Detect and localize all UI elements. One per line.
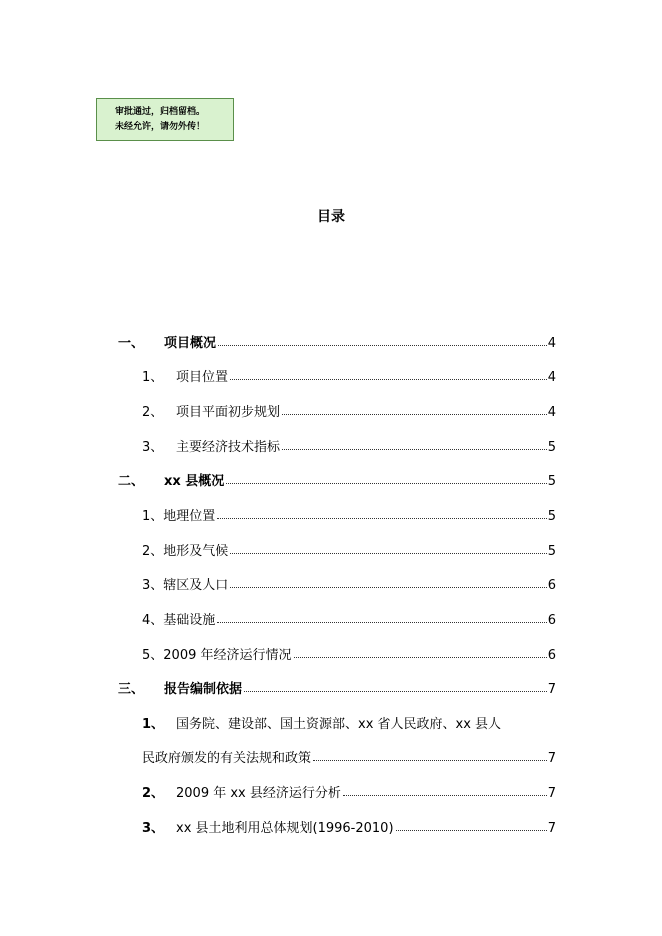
toc-leader xyxy=(226,483,546,484)
toc-number: 5、 xyxy=(142,648,164,663)
toc-number: 2、 xyxy=(142,405,164,420)
toc-entry[interactable] xyxy=(142,502,556,524)
toc-leader xyxy=(294,657,547,658)
toc-text: 地理位置 xyxy=(163,509,216,524)
toc-text: 辖区及人口 xyxy=(163,578,229,593)
toc-number: 3、 xyxy=(142,821,165,836)
toc-number: 二、 xyxy=(118,474,145,489)
toc-page: 4 xyxy=(547,370,556,385)
toc-number: 3、 xyxy=(142,440,164,455)
toc-text: 国务院、建设部、国土资源部、xx 省人民政府、xx 县人 xyxy=(176,717,502,732)
toc-number: 1、 xyxy=(142,509,164,524)
toc-entry[interactable] xyxy=(142,433,556,455)
toc-entry[interactable] xyxy=(142,814,556,836)
toc-page: 5 xyxy=(547,544,556,559)
toc-text: 项目概况 xyxy=(164,336,217,351)
toc-entry[interactable] xyxy=(118,329,556,351)
toc-leader xyxy=(230,553,546,554)
toc-entry[interactable] xyxy=(118,467,556,489)
toc-number: 1、 xyxy=(142,370,164,385)
toc-number: 2、 xyxy=(142,786,165,801)
toc-number: 三、 xyxy=(118,682,145,697)
toc-page: 6 xyxy=(547,648,556,663)
toc-entry[interactable] xyxy=(142,779,556,801)
toc-text: 基础设施 xyxy=(163,613,216,628)
toc-page: 5 xyxy=(547,474,556,489)
page-title: 目录 xyxy=(317,209,345,225)
toc-number: 一、 xyxy=(118,336,145,351)
toc-text: xx 县概况 xyxy=(164,474,225,489)
toc-text: 项目位置 xyxy=(176,370,229,385)
toc-page: 4 xyxy=(547,405,556,420)
toc-number: 1、 xyxy=(142,717,165,732)
toc-leader xyxy=(217,518,546,519)
toc-leader xyxy=(313,760,547,761)
toc-entry-continued[interactable] xyxy=(142,744,556,766)
toc-leader xyxy=(230,587,546,588)
toc-entry[interactable] xyxy=(142,363,556,385)
toc-page: 5 xyxy=(547,509,556,524)
toc-page: 4 xyxy=(547,336,556,351)
toc-entry[interactable] xyxy=(118,675,556,697)
toc-entry[interactable] xyxy=(142,398,556,420)
toc-number: 3、 xyxy=(142,578,164,593)
toc-text: 民政府颁发的有关法规和政策 xyxy=(142,751,312,766)
toc-leader xyxy=(396,830,547,831)
toc-entry[interactable] xyxy=(142,571,556,593)
toc-text: 2009 年经济运行情况 xyxy=(163,648,292,663)
notice-line-1: 审批通过，归档留档。 xyxy=(115,107,206,117)
toc-text: 项目平面初步规划 xyxy=(176,405,281,420)
toc-text: 地形及气候 xyxy=(163,544,229,559)
toc-text: 主要经济技术指标 xyxy=(176,440,281,455)
toc-page: 6 xyxy=(547,613,556,628)
toc-page: 5 xyxy=(547,440,556,455)
toc-leader xyxy=(343,795,547,796)
toc-number: 2、 xyxy=(142,544,164,559)
toc-page: 7 xyxy=(547,786,556,801)
toc-text: xx 县土地利用总体规划(1996-2010) xyxy=(176,821,394,836)
toc-leader xyxy=(244,691,547,692)
toc-page: 6 xyxy=(547,578,556,593)
toc-entry[interactable] xyxy=(142,537,556,559)
toc-text: 2009 年 xx 县经济运行分析 xyxy=(176,786,341,801)
toc-text: 报告编制依据 xyxy=(164,682,243,697)
toc-leader xyxy=(282,414,547,415)
toc-leader xyxy=(218,345,547,346)
toc-entry[interactable] xyxy=(142,641,556,663)
toc-page: 7 xyxy=(547,821,556,836)
toc-entry[interactable] xyxy=(142,710,556,732)
toc-leader xyxy=(217,622,546,623)
toc-page: 7 xyxy=(547,751,556,766)
toc-entry[interactable] xyxy=(142,606,556,628)
toc-leader xyxy=(230,379,547,380)
toc-leader xyxy=(282,449,547,450)
toc-page: 7 xyxy=(547,682,556,697)
notice-line-2: 未经允许，请勿外传！ xyxy=(115,122,206,132)
toc-number: 4、 xyxy=(142,613,164,628)
